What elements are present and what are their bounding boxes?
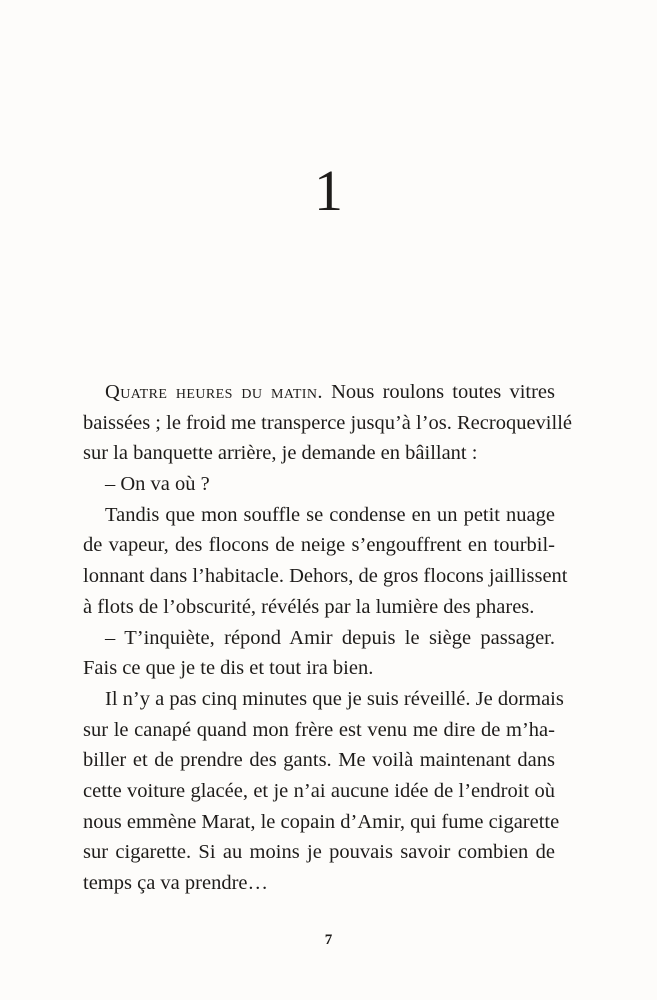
text-line-15: nous emmène Marat, le copain d’Amir, qui fume cigarette [83, 810, 560, 833]
text-line-17: temps ça va prendre… [83, 872, 268, 894]
text-line-6: de vapeur, des flocons de neige s’engouffrent en tourbil- [83, 534, 555, 557]
text-line-5: Tandis que mon souffle se condense en un petit nuage [105, 503, 555, 526]
dialogue-line-2: – T’inquiète, répond Amir depuis le siège passager. [105, 626, 555, 649]
dialogue-line-1: – On va où ? [105, 473, 210, 496]
page-number: 7 [324, 932, 333, 948]
text-line-1 [83, 377, 555, 408]
text-line-16: sur cigarette. Si au moins je pouvais savoir combien de [83, 841, 555, 864]
text-line-2: baissées ; le froid me transperce jusqu’à l’os. Recroquevillé [83, 411, 572, 434]
text-line-3: sur la banquette arrière, je demande en bâillant : [83, 442, 478, 465]
text-line-14: cette voiture glacée, et je n’ai aucune idée de l’endroit où [83, 779, 555, 802]
text-line-8: à flots de l’obscurité, révélés par la lumière des phares. [83, 595, 535, 618]
chapter-text [83, 377, 572, 899]
text-line-12: sur le canapé quand mon frère est venu me dire de m’ha- [83, 718, 555, 741]
text-line-10: Fais ce que je te dis et tout ira bien. [83, 657, 374, 680]
text-line-7: lonnant dans l’habitacle. Dehors, de gros flocons jaillissent [83, 565, 568, 588]
text-line-11: Il n’y a pas cinq minutes que je suis réveillé. Je dormais [105, 687, 564, 710]
opening-line-rest: Nous roulons toutes vitres [322, 381, 555, 403]
text-line-13: biller et de prendre des gants. Me voilà maintenant dans [83, 749, 555, 772]
chapter-number: 1 [314, 158, 343, 223]
opening-small-caps: Quatre heures du matin. [105, 381, 323, 403]
